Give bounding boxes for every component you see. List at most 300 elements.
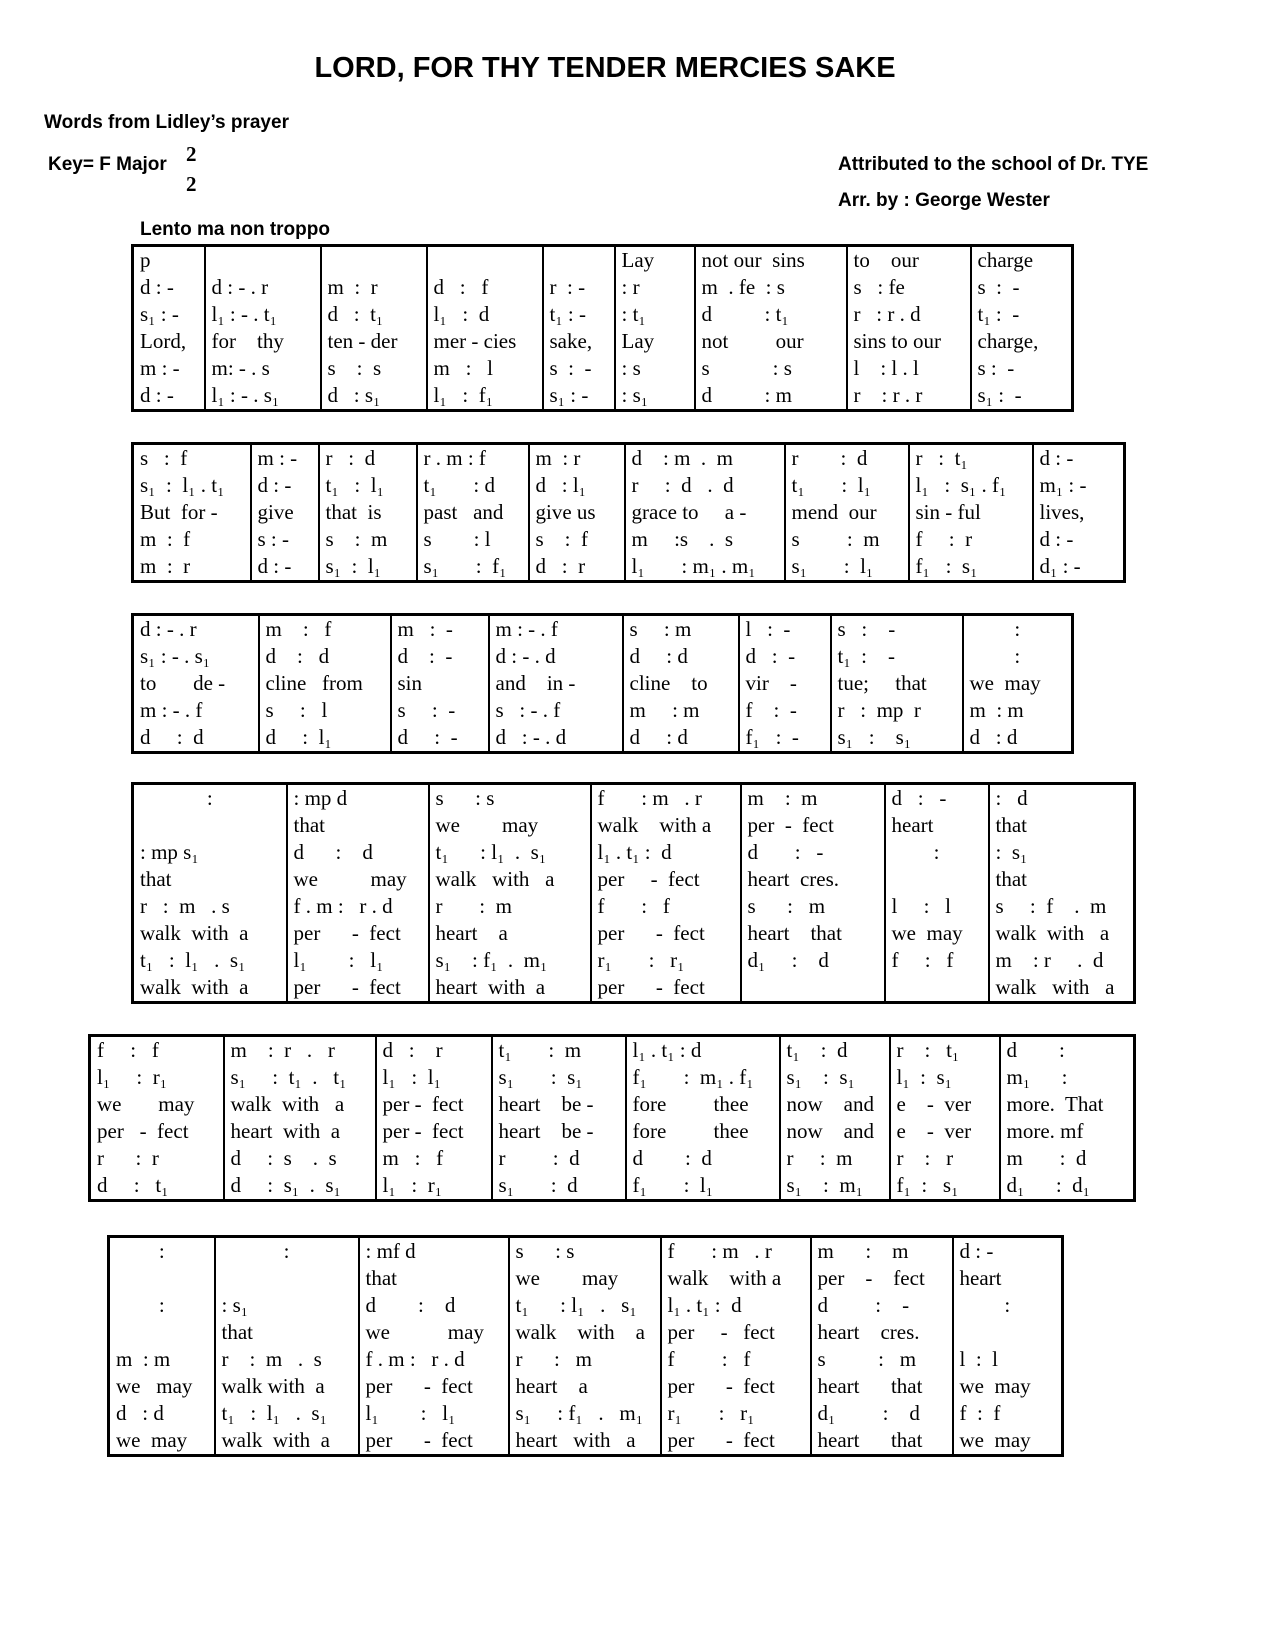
score-cell: d : r (376, 1036, 492, 1065)
score-cell: that (989, 866, 1135, 893)
score-cell: fore thee (626, 1118, 780, 1145)
score-cell: : (215, 1237, 359, 1266)
score-cell: r : d (319, 444, 417, 473)
key-signature: Key= F Major (48, 154, 167, 175)
score-cell: t₁ : d (417, 472, 529, 499)
score-cell: walk with a (429, 866, 591, 893)
score-cell: r : m (509, 1346, 661, 1373)
score-cell: s : - (971, 355, 1073, 382)
score-cell: d : - . r (205, 274, 321, 301)
score-row (133, 246, 1073, 275)
score-cell: : r (615, 274, 695, 301)
score-cell: we may (953, 1427, 1063, 1456)
score-cell: s₁ : d (492, 1172, 626, 1201)
score-cell: s : fe (847, 274, 971, 301)
score-cell: d : - (1033, 444, 1125, 473)
score-cell: m : r (321, 274, 427, 301)
score-cell: Lay (615, 246, 695, 275)
score-cell: d : m . m (625, 444, 785, 473)
score-row (133, 812, 1135, 839)
score-cell: m : m (811, 1237, 953, 1266)
score-cell: d : - (953, 1237, 1063, 1266)
score-cell: l₁ : m₁ . m₁ (625, 553, 785, 582)
score-cell: m : - (133, 355, 205, 382)
score-cell: r₁ : r₁ (661, 1400, 811, 1427)
page-title: LORD, FOR THY TENDER MERCIES SAKE (314, 52, 896, 84)
score-cell: d₁ : d (741, 947, 885, 974)
score-cell: d : - (739, 643, 831, 670)
score-cell: s₁ : f₁ (417, 553, 529, 582)
score-cell (321, 246, 427, 275)
score-cell: m : d (1000, 1145, 1135, 1172)
score-row (109, 1346, 1063, 1373)
score-cell: f₁ : m₁ . f₁ (626, 1064, 780, 1091)
score-cell: l₁ : - . t₁ (205, 301, 321, 328)
score-cell: : (109, 1292, 215, 1319)
score-cell: d : - (133, 274, 205, 301)
score-row (90, 1145, 1135, 1172)
score-cell: t₁ : - (971, 301, 1073, 328)
score-cell: per - fect (376, 1118, 492, 1145)
score-row (133, 893, 1135, 920)
score-cell: d₁ : d (811, 1400, 953, 1427)
score-cell: f₁ : l₁ (626, 1172, 780, 1201)
score-cell: Lay (615, 328, 695, 355)
score-cell: s : s (429, 784, 591, 813)
score-cell: d : s₁ . s₁ (224, 1172, 376, 1201)
score-cell: : (963, 615, 1073, 644)
score-row (109, 1237, 1063, 1266)
score-cell: s₁ : l₁ . t₁ (133, 472, 251, 499)
score-system-6 (107, 1235, 1064, 1457)
score-cell: d : t₁ (695, 301, 847, 328)
score-row (133, 670, 1073, 697)
score-cell: f : - (739, 697, 831, 724)
score-cell: d₁ : d₁ (1000, 1172, 1135, 1201)
score-cell: walk with a (215, 1373, 359, 1400)
score-cell: s : s (695, 355, 847, 382)
score-cell: d : d (623, 643, 739, 670)
score-cell: we may (509, 1265, 661, 1292)
score-cell: d₁ : - (1033, 553, 1125, 582)
score-cell: m: - . s (205, 355, 321, 382)
score-cell: ten - der (321, 328, 427, 355)
score-cell: d : - (885, 784, 989, 813)
score-cell: e - ver (890, 1091, 1000, 1118)
score-cell: m : m (623, 697, 739, 724)
score-cell: t₁ : m (492, 1036, 626, 1065)
score-cell: m : r . r (224, 1036, 376, 1065)
score-cell: d : - (251, 472, 319, 499)
score-cell: we may (109, 1373, 215, 1400)
score-cell: per - fect (591, 866, 741, 893)
score-cell: now and (780, 1091, 890, 1118)
score-row (109, 1319, 1063, 1346)
score-cell: d : d (626, 1145, 780, 1172)
score-cell: s₁ : s₁ (492, 1064, 626, 1091)
score-cell: sin (391, 670, 489, 697)
score-cell: we may (429, 812, 591, 839)
score-cell: f₁ : s₁ (909, 553, 1033, 582)
score-system-5 (88, 1034, 1136, 1202)
score-system-2 (131, 442, 1126, 583)
score-cell: we may (885, 920, 989, 947)
score-cell: per - fect (811, 1265, 953, 1292)
score-cell: m : f (376, 1145, 492, 1172)
score-cell: heart with a (509, 1427, 661, 1456)
score-cell: that (359, 1265, 509, 1292)
time-signature-top: 2 (186, 142, 197, 166)
score-cell: t₁ : l₁ . s₁ (215, 1400, 359, 1427)
score-row (133, 526, 1125, 553)
score-cell: r : t₁ (909, 444, 1033, 473)
score-cell: walk with a (989, 974, 1135, 1003)
score-cell: s : f . m (989, 893, 1135, 920)
score-cell: l₁ : - . s₁ (205, 382, 321, 411)
score-cell: heart a (509, 1373, 661, 1400)
score-cell: d : d (287, 839, 429, 866)
score-cell: heart cres. (741, 866, 885, 893)
score-cell: we may (109, 1427, 215, 1456)
score-cell: r : d . d (625, 472, 785, 499)
score-cell: s₁ : m₁ (780, 1172, 890, 1201)
score-row (109, 1427, 1063, 1456)
score-cell: sake, (543, 328, 615, 355)
score-cell: l₁ : d (427, 301, 543, 328)
score-cell: d : d (259, 643, 391, 670)
score-cell: : d (989, 784, 1135, 813)
score-row (133, 784, 1135, 813)
score-cell (543, 246, 615, 275)
score-cell: s : - (391, 697, 489, 724)
score-cell: give us (529, 499, 625, 526)
score-cell: m : f (259, 615, 391, 644)
score-cell: r : mp r (831, 697, 963, 724)
score-row (133, 920, 1135, 947)
score-cell: f : f (90, 1036, 224, 1065)
score-cell: : s (615, 355, 695, 382)
score-cell: walk with a (661, 1265, 811, 1292)
score-row (133, 553, 1125, 582)
score-cell: : (963, 643, 1073, 670)
score-row (109, 1265, 1063, 1292)
score-cell: s₁ : - (543, 382, 615, 411)
score-cell: s : m (811, 1346, 953, 1373)
score-cell: per - fect (591, 974, 741, 1003)
score-cell: that (287, 812, 429, 839)
score-cell: l₁ : l₁ (376, 1064, 492, 1091)
score-row (133, 274, 1073, 301)
score-system-1 (131, 244, 1074, 412)
score-row (90, 1118, 1135, 1145)
score-cell: f : f (661, 1346, 811, 1373)
score-row (90, 1036, 1135, 1065)
score-cell: more. mf (1000, 1118, 1135, 1145)
score-cell: and in - (489, 670, 623, 697)
score-cell: s₁ : t₁ . t₁ (224, 1064, 376, 1091)
score-row (133, 301, 1073, 328)
attribution: Attributed to the school of Dr. TYE (838, 154, 1149, 175)
score-cell: heart with a (224, 1118, 376, 1145)
score-cell: t₁ : l₁ . s₁ (133, 947, 287, 974)
score-row (109, 1400, 1063, 1427)
score-cell: s₁ : f₁ . m₁ (429, 947, 591, 974)
score-cell: l₁ . t₁ : d (661, 1292, 811, 1319)
score-cell: : (953, 1292, 1063, 1319)
score-cell: heart that (811, 1373, 953, 1400)
score-cell: f₁ : - (739, 724, 831, 753)
score-cell: heart be - (492, 1118, 626, 1145)
score-row (133, 839, 1135, 866)
score-cell: s₁ : l₁ (319, 553, 417, 582)
score-cell: s₁ : s₁ (831, 724, 963, 753)
score-cell: d : d (963, 724, 1073, 753)
score-row (133, 974, 1135, 1003)
score-row (109, 1373, 1063, 1400)
score-cell: m :s . s (625, 526, 785, 553)
score-cell: sin - ful (909, 499, 1033, 526)
score-cell: walk with a (591, 812, 741, 839)
score-cell: : t₁ (615, 301, 695, 328)
score-cell: d : d (109, 1400, 215, 1427)
score-system-4 (131, 782, 1136, 1004)
score-cell: : (109, 1237, 215, 1266)
score-cell: walk with a (133, 974, 287, 1003)
score-cell: charge (971, 246, 1073, 275)
score-cell: t₁ : d (780, 1036, 890, 1065)
score-cell: l₁ : r₁ (376, 1172, 492, 1201)
score-cell: d : - (1033, 526, 1125, 553)
score-cell: s₁ : l₁ (785, 553, 909, 582)
score-cell: per - fect (661, 1373, 811, 1400)
score-cell: r : - (543, 274, 615, 301)
score-cell: heart that (741, 920, 885, 947)
score-cell: t₁ : l₁ (785, 472, 909, 499)
score-cell: per - fect (661, 1319, 811, 1346)
score-cell (953, 1319, 1063, 1346)
score-cell: d : t₁ (90, 1172, 224, 1201)
score-cell: r : r . r (847, 382, 971, 411)
score-cell: tue; that (831, 670, 963, 697)
score-cell: d : - (391, 643, 489, 670)
score-cell: that is (319, 499, 417, 526)
score-cell: l : - (739, 615, 831, 644)
score-cell: r : d (492, 1145, 626, 1172)
score-row (133, 499, 1125, 526)
score-cell: t₁ : - (543, 301, 615, 328)
score-cell: s : - . f (489, 697, 623, 724)
score-cell: s : - (251, 526, 319, 553)
score-cell: l₁ : l₁ (287, 947, 429, 974)
score-cell: d : - (811, 1292, 953, 1319)
score-cell: s : l (259, 697, 391, 724)
tempo-marking: Lento ma non troppo (140, 219, 330, 240)
score-cell: f : r (909, 526, 1033, 553)
score-cell: d : r (529, 553, 625, 582)
score-cell: d : f (427, 274, 543, 301)
score-cell: f . m : r . d (359, 1346, 509, 1373)
score-cell (205, 246, 321, 275)
score-cell: t₁ : l₁ (319, 472, 417, 499)
score-row (133, 697, 1073, 724)
score-row (133, 328, 1073, 355)
score-cell: m : - (251, 444, 319, 473)
score-cell: r . m : f (417, 444, 529, 473)
time-signature-bottom: 2 (186, 172, 197, 196)
score-cell: heart with a (429, 974, 591, 1003)
score-cell: s : s (509, 1237, 661, 1266)
score-cell: mer - cies (427, 328, 543, 355)
score-cell: sins to our (847, 328, 971, 355)
score-cell: heart a (429, 920, 591, 947)
score-cell: : (133, 784, 287, 813)
score-row (90, 1091, 1135, 1118)
score-row (133, 643, 1073, 670)
score-cell: f : m . r (591, 784, 741, 813)
score-cell: heart that (811, 1427, 953, 1456)
score-cell: we may (287, 866, 429, 893)
score-cell: d : - (251, 553, 319, 582)
score-cell: mend our (785, 499, 909, 526)
score-cell: charge, (971, 328, 1073, 355)
score-cell: heart cres. (811, 1319, 953, 1346)
score-cell: per - fect (90, 1118, 224, 1145)
score-row (133, 615, 1073, 644)
score-cell: walk with a (224, 1091, 376, 1118)
score-cell: walk with a (215, 1427, 359, 1456)
score-cell: r : m (780, 1145, 890, 1172)
score-cell: s : - (543, 355, 615, 382)
score-cell: d : - . d (489, 724, 623, 753)
score-cell: m : - (391, 615, 489, 644)
score-row (133, 355, 1073, 382)
score-row (133, 472, 1125, 499)
score-cell: s : s (321, 355, 427, 382)
score-cell: walk with a (989, 920, 1135, 947)
score-cell: t₁ : l₁ . s₁ (509, 1292, 661, 1319)
score-cell: that (215, 1319, 359, 1346)
score-cell: per - fect (359, 1427, 509, 1456)
score-cell: m : m (109, 1346, 215, 1373)
score-cell (741, 974, 885, 1003)
score-cell: d : - (133, 382, 205, 411)
score-cell: l : l (885, 893, 989, 920)
score-row (133, 866, 1135, 893)
score-cell: to de - (133, 670, 259, 697)
score-cell: s : f (133, 444, 251, 473)
score-cell: heart (953, 1265, 1063, 1292)
score-cell: : mf d (359, 1237, 509, 1266)
score-row (90, 1172, 1135, 1201)
score-cell: per - fect (591, 920, 741, 947)
score-cell: f : m . r (661, 1237, 811, 1266)
score-cell: m : r (133, 553, 251, 582)
score-cell: m₁ : (1000, 1064, 1135, 1091)
score-cell: s : m (741, 893, 885, 920)
score-cell: give (251, 499, 319, 526)
score-cell: : mp s₁ (133, 839, 287, 866)
score-cell: walk with a (509, 1319, 661, 1346)
score-cell: d : l₁ (259, 724, 391, 753)
score-cell: s : f (529, 526, 625, 553)
score-cell: d : d (133, 724, 259, 753)
score-cell: per - fect (287, 920, 429, 947)
score-cell: l₁ : r₁ (90, 1064, 224, 1091)
score-cell: : (885, 839, 989, 866)
score-cell: l : l (953, 1346, 1063, 1373)
score-cell: m : r (529, 444, 625, 473)
score-cell: now and (780, 1118, 890, 1145)
words-source: Words from Lidley’s prayer (44, 112, 289, 133)
score-cell: not our sins (695, 246, 847, 275)
score-row (109, 1292, 1063, 1319)
score-cell: But for - (133, 499, 251, 526)
score-cell: d : (1000, 1036, 1135, 1065)
score-cell: d : - (391, 724, 489, 753)
score-cell: lives, (1033, 499, 1125, 526)
score-cell: that (133, 866, 287, 893)
score-cell: : mp d (287, 784, 429, 813)
score-cell: d : t₁ (321, 301, 427, 328)
score-row (133, 947, 1135, 974)
score-cell: f : f (591, 893, 741, 920)
score-cell: per - fect (661, 1427, 811, 1456)
score-cell: m : - . f (133, 697, 259, 724)
score-row (133, 444, 1125, 473)
score-cell: walk with a (133, 920, 287, 947)
score-cell: we may (359, 1319, 509, 1346)
score-cell: l₁ : s₁ (890, 1064, 1000, 1091)
score-cell: f . m : r . d (287, 893, 429, 920)
score-cell: : s₁ (615, 382, 695, 411)
score-system-3 (131, 613, 1074, 754)
score-cell: r : m . s (215, 1346, 359, 1373)
score-cell: m : - . f (489, 615, 623, 644)
score-cell: per - fect (741, 812, 885, 839)
score-cell: heart (885, 812, 989, 839)
score-cell: l₁ : s₁ . f₁ (909, 472, 1033, 499)
score-row (133, 724, 1073, 753)
score-cell: m₁ : - (1033, 472, 1125, 499)
score-cell: we may (963, 670, 1073, 697)
score-cell: s : m (623, 615, 739, 644)
score-cell: s₁ : - (971, 382, 1073, 411)
score-cell: fore thee (626, 1091, 780, 1118)
score-cell: l₁ : f₁ (427, 382, 543, 411)
score-cell: t₁ : l₁ . s₁ (429, 839, 591, 866)
score-cell: f : f (953, 1400, 1063, 1427)
score-cell: d : - (741, 839, 885, 866)
score-cell: more. That (1000, 1091, 1135, 1118)
score-cell: Lord, (133, 328, 205, 355)
score-cell: d : l₁ (529, 472, 625, 499)
score-cell (885, 974, 989, 1003)
score-cell: d : - . d (489, 643, 623, 670)
score-cell: we may (90, 1091, 224, 1118)
score-cell: r : r (90, 1145, 224, 1172)
score-cell: cline from (259, 670, 391, 697)
score-cell: l : l . l (847, 355, 971, 382)
score-cell: f₁ : s₁ (890, 1172, 1000, 1201)
score-cell: not our (695, 328, 847, 355)
score-cell: d : s₁ (321, 382, 427, 411)
score-cell: that (989, 812, 1135, 839)
score-cell: r : d (785, 444, 909, 473)
score-cell: s₁ : - . s₁ (133, 643, 259, 670)
score-cell (109, 1319, 215, 1346)
score-cell: r : t₁ (890, 1036, 1000, 1065)
score-cell (133, 812, 287, 839)
